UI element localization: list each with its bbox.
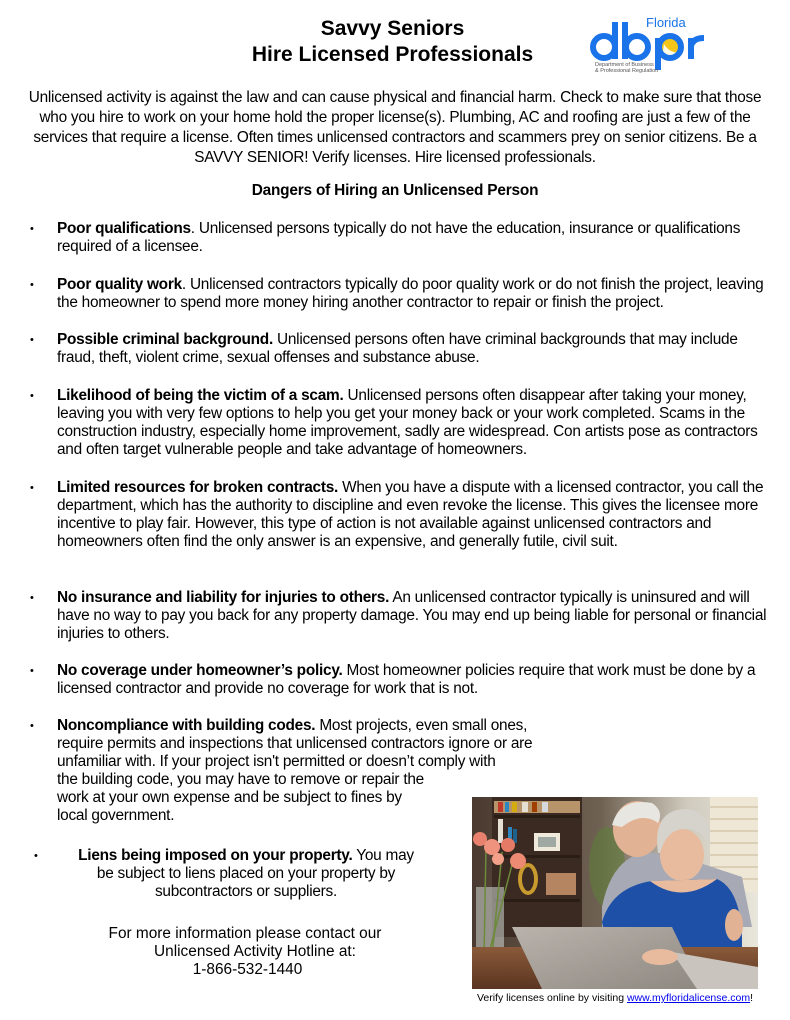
danger-body-line: Most projects, even small ones, xyxy=(315,717,528,734)
title-line-1: Savvy Seniors xyxy=(320,17,465,40)
bullet-icon: • xyxy=(30,665,34,677)
contact-line-2: Unlicensed Activity Hotline at: xyxy=(154,943,356,960)
danger-item-scam-victim xyxy=(30,387,775,459)
page-title xyxy=(190,16,595,68)
photo-illustration xyxy=(472,797,758,989)
bullet-icon: • xyxy=(30,592,34,604)
bullet-icon: • xyxy=(30,334,34,346)
myfloridalicense-link[interactable]: www.myfloridalicense.com xyxy=(626,992,751,1004)
hotline-phone: 1-866-532-1440 xyxy=(192,961,303,978)
danger-body-line: unfamiliar with. If your project isn't permitted or doesn’t comply with xyxy=(57,753,496,770)
danger-body: Most homeowner policies require that work must be done by a licensed contractor and provide no coverage for work that is not. xyxy=(57,662,756,697)
danger-title: Likelihood of being the victim of a scam. xyxy=(57,387,344,404)
danger-item-liens xyxy=(34,847,444,901)
danger-title: No insurance and liability for injuries to others. xyxy=(57,589,390,606)
danger-body-line: local government. xyxy=(57,807,175,824)
danger-body: . Unlicensed contractors typically do poor quality work or do not finish the project, leaving the homeowner to spend more money hiring another contractor to repair or finish the project. xyxy=(57,276,764,311)
danger-body-line: You may xyxy=(352,847,414,864)
danger-body: . Unlicensed persons typically do not have the education, insurance or qualifications required of a licensee. xyxy=(57,220,741,255)
danger-item-no-insurance xyxy=(30,589,775,643)
logo-state-text: Florida xyxy=(646,15,686,30)
bullet-icon: • xyxy=(30,279,34,291)
danger-item-broken-contracts xyxy=(30,479,775,551)
dbpr-logo xyxy=(586,14,716,76)
danger-item-no-coverage xyxy=(30,662,775,698)
danger-body: An unlicensed contractor typically is uninsured and will have no way to pay you back for any property damage. You may end up being liable for personal or financial injuries to others. xyxy=(57,589,767,642)
hotline-contact xyxy=(60,925,440,979)
bullet-icon: • xyxy=(34,850,38,862)
danger-item-poor-quality-work xyxy=(30,276,775,312)
danger-body-line: subcontractors or suppliers. xyxy=(154,883,338,900)
bullet-icon: • xyxy=(30,720,34,732)
danger-title: Liens being imposed on your property. xyxy=(78,847,353,864)
danger-title: Limited resources for broken contracts. xyxy=(57,479,339,496)
dbpr-logo-graphic xyxy=(586,14,716,76)
danger-title: Noncompliance with building codes. xyxy=(57,717,316,734)
bullet-icon: • xyxy=(30,482,34,494)
title-line-2: Hire Licensed Professionals xyxy=(251,43,534,66)
intro-paragraph: Unlicensed activity is against the law and can cause physical and financial harm. Check to make sure that those who you hire to work on your home hold the proper license(s). Plumbing, AC and roofing are just a few of the services that require a license. Often times unlicensed contractors and scammers prey on senior citizens. Be a SAVVY SENIOR! Verify licenses. Hire licensed professionals. xyxy=(28,89,762,166)
seniors-laptop-photo xyxy=(472,797,758,989)
danger-title: Poor quality work xyxy=(57,276,182,293)
danger-body-line: be subject to liens placed on your property by xyxy=(96,865,396,882)
danger-item-poor-qualifications xyxy=(30,220,775,256)
logo-subtitle-1: Department of Business xyxy=(595,62,654,68)
danger-body-line: work at your own expense and be subject to fines by xyxy=(57,789,402,806)
danger-body-line: require permits and inspections that unlicensed contractors ignore or are xyxy=(57,735,533,752)
danger-body: Unlicensed persons often have criminal backgrounds that may include fraud, theft, violent crime, sexual offenses and substance abuse. xyxy=(57,331,738,366)
caption-prefix: Verify licenses online by visiting xyxy=(476,992,627,1004)
danger-title: Possible criminal background. xyxy=(57,331,273,348)
caption-suffix: ! xyxy=(750,992,754,1004)
section-heading: Dangers of Hiring an Unlicensed Person xyxy=(251,182,539,199)
danger-item-criminal-background xyxy=(30,331,775,367)
danger-body-line: the building code, you may have to remove or repair the xyxy=(57,771,424,788)
danger-body: Unlicensed persons often disappear after taking your money, leaving you with very few options to help you get your money back or your work completed. Scams in the construction industry, especially home improvement, sadly are widespread. Con artists pose as contractors and often target vulnerable people and take advantage of homeowners. xyxy=(57,387,758,458)
danger-title: Poor qualifications xyxy=(57,220,191,237)
photo-caption xyxy=(460,991,770,1005)
danger-title: No coverage under homeowner’s policy. xyxy=(57,662,343,679)
contact-line-1: For more information please contact our xyxy=(108,925,382,942)
bullet-icon: • xyxy=(30,223,34,235)
logo-subtitle-2: & Professional Regulation xyxy=(595,68,659,74)
bullet-icon: • xyxy=(30,390,34,402)
danger-body: When you have a dispute with a licensed contractor, you call the department, which has the authority to discipline and even revoke the license. This gives the licensee more incentive to play fair. However, this type of action is not available against unlicensed contractors and homeowners often find the only answer is an expensive, and generally futile, civil suit. xyxy=(57,479,764,550)
